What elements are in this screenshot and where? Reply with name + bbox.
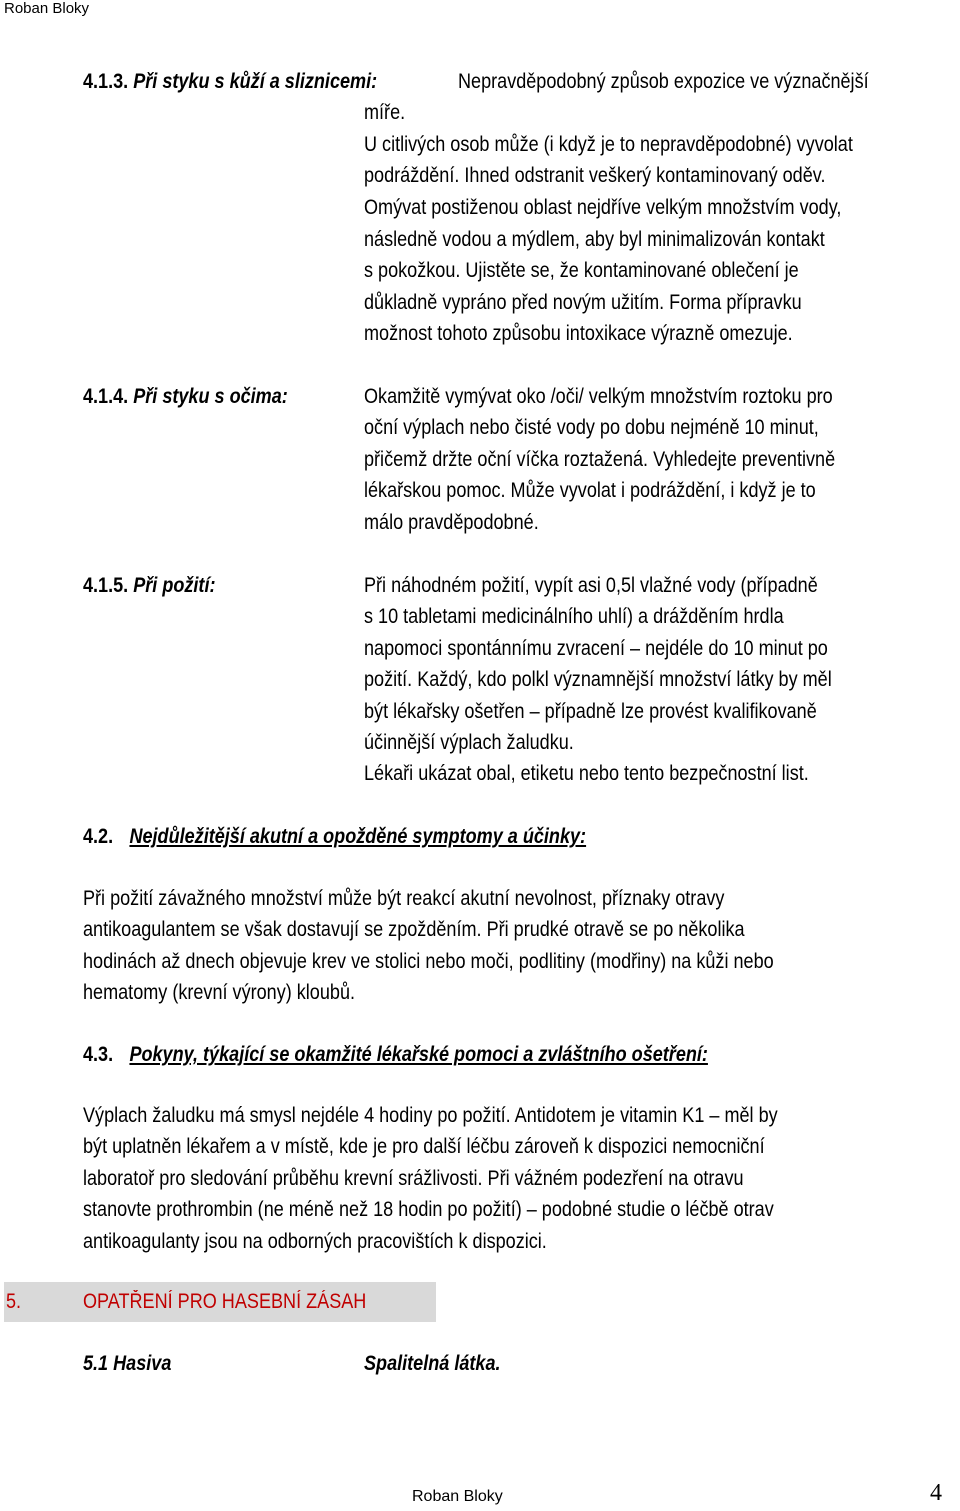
section-label: Při styku s očima: (133, 385, 288, 408)
section-label: Při styku s kůží a sliznicemi: (133, 70, 378, 93)
section-4-1-4-label (83, 385, 288, 409)
paragraph-line: podráždění. Ihned odstranit veškerý kontaminovaný oděv. (364, 164, 826, 187)
section-4-1-3-label (83, 70, 377, 94)
paragraph-line: být uplatněn lékařem a v místě, kde je pro další léčbu zároveň k dispozici nemocniční (83, 1135, 765, 1158)
paragraph-line: míře. (364, 101, 406, 124)
section-number: 4.1.4. (83, 385, 129, 408)
paragraph-line: Výplach žaludku má smysl nejdéle 4 hodiny po požití. Antidotem je vitamin K1 – měl by (83, 1104, 778, 1127)
section-5-1-label (83, 1352, 171, 1376)
paragraph-line: málo pravděpodobné. (364, 511, 539, 534)
paragraph-line: být lékařsky ošetřen – případně lze provést kvalifikovaně (364, 700, 817, 723)
paragraph-line: přičemž držte oční víčka roztažená. Vyhledejte preventivně (364, 448, 836, 471)
paragraph-line: Lékaři ukázat obal, etiketu nebo tento bezpečnostní list. (364, 762, 809, 785)
paragraph-line: Nepravděpodobný způsob expozice ve význačnější (458, 70, 869, 93)
paragraph-line: Omývat postiženou oblast nejdříve velkým množstvím vody, (364, 196, 842, 219)
paragraph-line: důkladně vypráno před novým užitím. Forma přípravku (364, 291, 802, 314)
paragraph-line: antikoagulanty jsou na odborných pracovištích k dispozici. (83, 1230, 547, 1253)
paragraph-line: účinnější výplach žaludku. (364, 731, 574, 754)
paragraph-line: požití. Každý, kdo polkl významnější množství látky by měl (364, 668, 832, 691)
paragraph-line: lékařskou pomoc. Může vyvolat i podráždění, i když je to (364, 479, 816, 502)
page-footer-author: Roban Bloky (412, 1488, 503, 1505)
section-number: 4.3. (83, 1043, 114, 1066)
section-4-2-heading (83, 825, 586, 849)
paragraph-line: následně vodou a mýdlem, aby byl minimalizován kontakt (364, 228, 825, 251)
paragraph-line: Při náhodném požití, vypít asi 0,5l vlažné vody (případně (364, 574, 818, 597)
paragraph-line: antikoagulantem se však dostavují se zpožděním. Při prudké otravě se po několika (83, 918, 745, 941)
section-value: Spalitelná látka. (364, 1352, 501, 1375)
paragraph-line: možnost tohoto způsobu intoxikace výrazně omezuje. (364, 322, 793, 345)
section-4-1-5-label (83, 574, 215, 598)
paragraph-line: laboratoř pro sledování průběhu krevní srážlivosti. Při vážném podezření na otravu (83, 1167, 744, 1190)
paragraph-line: napomoci spontánnímu zvracení – nejdéle do 10 minut po (364, 637, 828, 660)
page-header-author: Roban Bloky (4, 0, 90, 17)
section-label: Při požití: (133, 574, 216, 597)
paragraph-line: oční výplach nebo čisté vody po dobu nejméně 10 minut, (364, 416, 819, 439)
paragraph-line: U citlivých osob může (i když je to nepravděpodobné) vyvolat (364, 133, 853, 156)
section-4-3-heading (83, 1043, 708, 1067)
section-number: 4.1.5. (83, 574, 129, 597)
section-number: 4.2. (83, 825, 114, 848)
section-title: Pokyny, týkající se okamžité lékařské pomoci a zvláštního ošetření: (129, 1043, 708, 1066)
section-5-number: 5. (6, 1290, 22, 1313)
paragraph-line: s 10 tabletami medicinálního uhlí) a drážděním hrdla (364, 605, 784, 628)
page-number: 4 (930, 1480, 942, 1506)
paragraph-line: stanovte prothrombin (ne méně než 18 hodin po požití) – podobné studie o léčbě otrav (83, 1198, 774, 1221)
paragraph-line: s pokožkou. Ujistěte se, že kontaminované oblečení je (364, 259, 799, 282)
section-number: 5.1 Hasiva (83, 1352, 172, 1375)
paragraph-line: hodinách až dnech objevuje krev ve stolici nebo moči, podlitiny (modřiny) na kůži nebo (83, 950, 774, 973)
paragraph-line: Okamžitě vymývat oko /oči/ velkým množstvím roztoku pro (364, 385, 833, 408)
section-number: 4.1.3. (83, 70, 129, 93)
paragraph-line: Při požití závažného množství může být reakcí akutní nevolnost, příznaky otravy (83, 887, 725, 910)
section-5-title: OPATŘENÍ PRO HASEBNÍ ZÁSAH (83, 1290, 367, 1313)
section-5-1-value (364, 1352, 501, 1376)
paragraph-line: hematomy (krevní výrony) kloubů. (83, 981, 356, 1004)
section-title: Nejdůležitější akutní a opožděné symptomy a účinky: (129, 825, 587, 848)
